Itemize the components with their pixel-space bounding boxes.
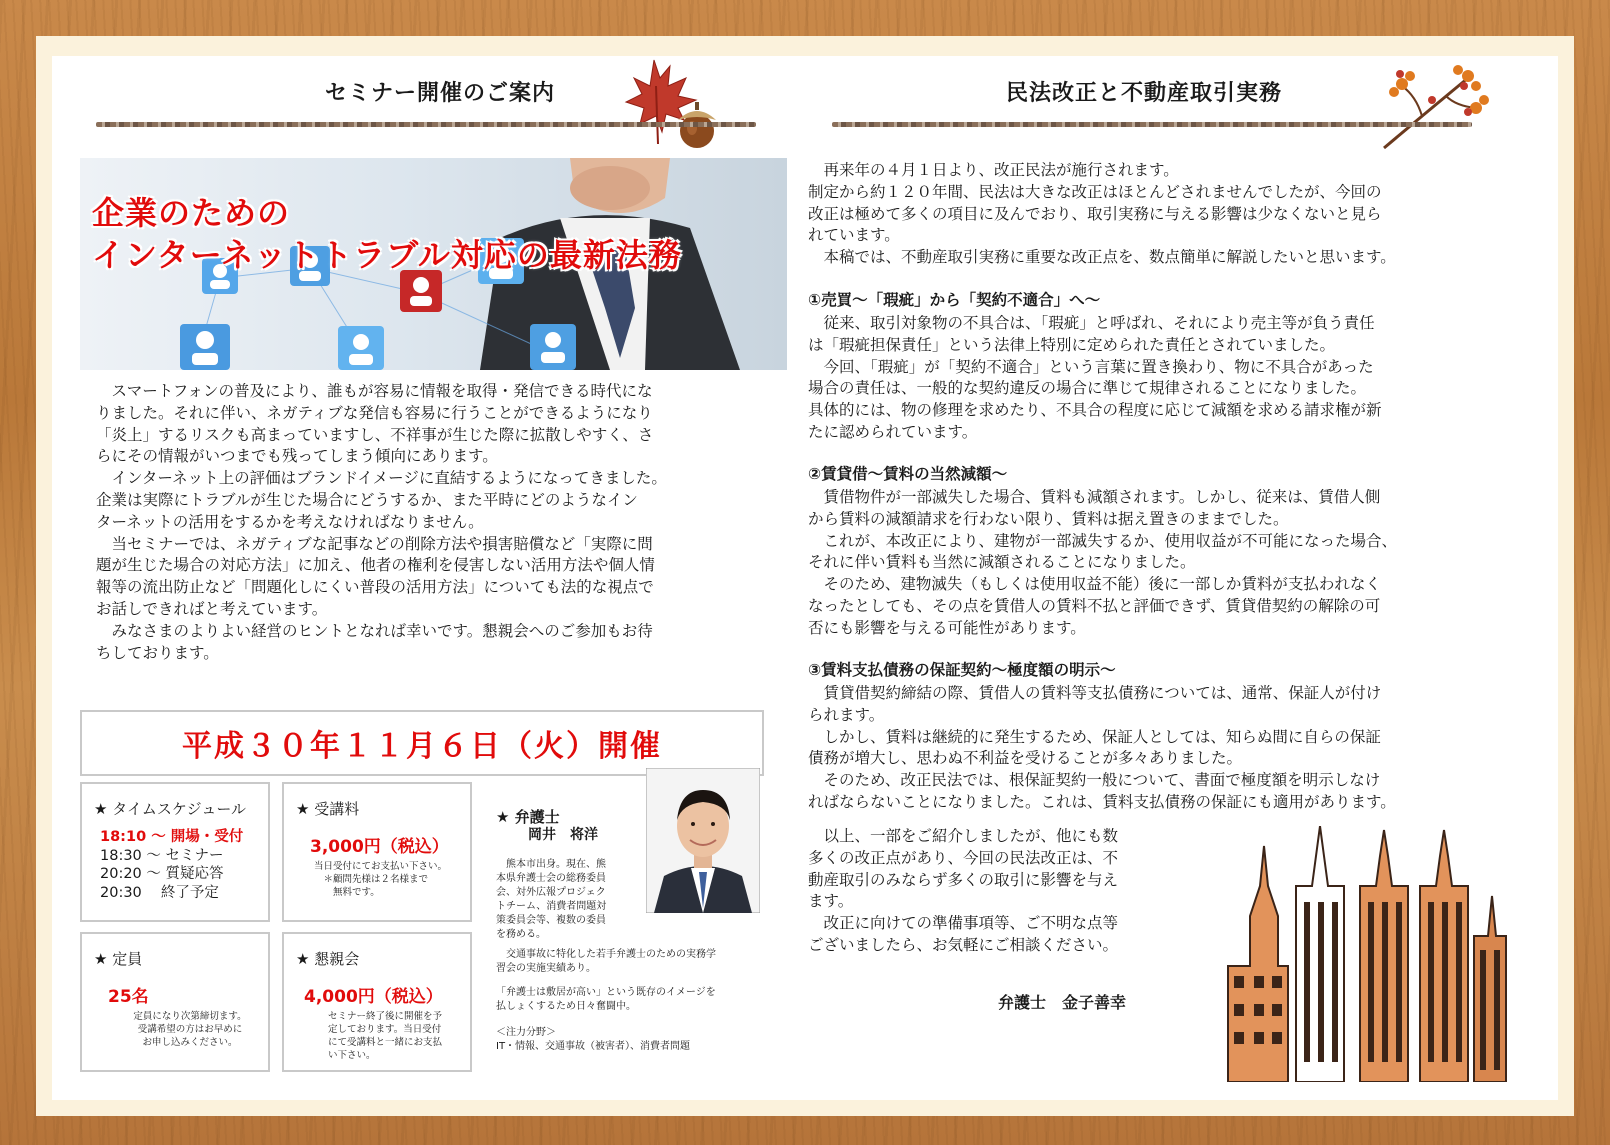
capacity-amount: 25名 xyxy=(108,987,149,1007)
left-header-rule xyxy=(96,122,756,127)
right-page-title: 民法改正と不動産取引実務 xyxy=(1005,81,1282,106)
section-heading-sale: ①売買～「瑕疵」から「契約不適合」へ～ xyxy=(808,291,1101,309)
capacity-title: ★ 定員 xyxy=(94,950,143,968)
hero-headline-2: インターネットトラブル対応の最新法務 xyxy=(92,236,682,274)
paper-frame xyxy=(36,36,1574,1116)
schedule-title: ★ タイムスケジュール xyxy=(94,800,247,818)
flyer-sheet xyxy=(52,56,1558,1100)
lawyer-focus-areas: ＜注力分野＞ IT・情報、交通事故（被害者）、消費者問題 xyxy=(496,1027,691,1052)
article-signature: 弁護士 金子善幸 xyxy=(998,993,1127,1012)
lawyer-name: 岡井 将洋 xyxy=(528,827,598,843)
seminar-date: 平成３０年１１月６日（火）開催 xyxy=(182,729,662,764)
article-closing-text: 以上、一部をご紹介しましたが、他にも数 多くの改正点があり、今回の民法改正は、不 動産取引のみならず多くの取引に影響を与え ます。 改正に向けての準備事項等、ご不明な点等 ございましたら、お気軽にご相談ください。 xyxy=(808,827,1119,954)
capacity-box xyxy=(80,932,270,1072)
section-heading-lease: ②賃貸借～賃料の当然減額～ xyxy=(808,465,1008,483)
schedule-item: 18:30 ～ セミナー xyxy=(100,847,224,864)
lawyer-title: ★ 弁護士 xyxy=(496,808,560,826)
schedule-item: 20:20 ～ 質疑応答 xyxy=(100,866,224,882)
seminar-intro-text: スマートフォンの普及により、誰もが容易に情報を取得・発信できる時代にな りました。それに伴い、ネガティブな発信も容易に行うことができるようになり 「炎上」するリスクも高まっていますし、不祥事が生じた際に拡散しやすく、さ らにその情報がいつまでも残ってしまう傾向にあります。 インターネット上の評価はブランドイメージに直結するようになってきました。 企業は実際にトラブルが生じた場合にどうするか、また平時にどのようなイン ターネットの活用をするかを考えなければなりません。 当セミナーでは、ネガティブな記事などの削除方法や損害賠償など「実際に問 題が生じた場合の対応方法」に加え、他者の権利を侵害しない活用方法や個人情 報等の流出防止など「問題化しにくい普段の活用方法」についても法的な視点で お話しできればと考えています。 みなさまのよりよい経営のヒントとなれば幸いです。懇親会へのご参加もお待 ちしております。 xyxy=(96,382,667,662)
party-note: セミナー終了後に開催を予 定しております。当日受付 にて受講料と一緒にお支払 い下さい。 xyxy=(328,1011,443,1061)
party-box xyxy=(282,932,472,1072)
lawyer-message: 「弁護士は敷居が高い」という既存のイメージを 払しょくするため日々奮闘中。 xyxy=(496,987,716,1012)
lawyer-experience: 交通事故に特化した若手弁護士のための実務学 習会の実施実績あり。 xyxy=(496,949,716,974)
capacity-note: 定員になり次第締切ます。 受講希望の方はお早めに お申し込みください。 xyxy=(133,1011,247,1048)
hero-headline-1: 企業のための xyxy=(92,194,291,232)
section-text-sale: 従来、取引対象物の不具合は、「瑕疵」と呼ばれ、それにより売主等が負う責任 は「瑕疵担保責任」という法律上特別に定められた責任とされていました。 今回、「瑕疵」が「契約不適合」という言葉に置き換わり、物に不具合があった 場合の責任は、一般的な契約違反の場合に準じて規律されることになりました。 具体的には、物の修理を求めたり、不具合の程度に応じて減額を求める請求権が新 たに認められています。 xyxy=(808,314,1382,441)
party-title: ★ 懇親会 xyxy=(296,950,360,968)
schedule-item: 20:30 終了予定 xyxy=(100,884,219,901)
section-text-guarantee: 賃貸借契約締結の際、賃借人の賃料等支払債務については、通常、保証人が付け られます。 しかし、賃料は継続的に発生するため、保証人としては、知らぬ間に自らの保証 債務が増大し、思わぬ不利益を受けることが多々ありました。 そのため、改正民法では、根保証契約一般について、書面で極度額を明示しなけ ればならないことになりました。これは、賃料支払債務の保証にも適用があります。 xyxy=(808,684,1396,811)
lawyer-photo xyxy=(646,768,760,913)
skyscrapers-illustration xyxy=(1220,826,1510,1082)
party-amount: 4,000円（税込） xyxy=(304,987,443,1007)
left-page-title: セミナー開催のご案内 xyxy=(324,81,555,106)
fee-note: 当日受付にてお支払い下さい。 ＊顧問先様は２名様まで 無料です。 xyxy=(314,861,448,898)
section-heading-guarantee: ③賃料支払債務の保証契約～極度額の明示～ xyxy=(808,661,1116,679)
fee-title: ★ 受講料 xyxy=(296,800,360,818)
schedule-item: 18:10 ～ 開場・受付 xyxy=(100,829,244,845)
lawyer-bio: 熊本市出身。現在、熊 本県弁護士会の総務委員 会、対外広報プロジェク トチーム、消費者問題対 策委員会等、複数の委員 を務める。 xyxy=(496,859,607,940)
seminar-hero-banner xyxy=(80,158,787,370)
right-header-rule xyxy=(832,122,1472,127)
autumn-branch-icon xyxy=(1372,56,1492,154)
seminar-date-box xyxy=(80,710,764,776)
fee-amount: 3,000円（税込） xyxy=(310,837,449,857)
schedule-box xyxy=(80,782,270,922)
schedule-list xyxy=(100,828,243,902)
section-text-lease: 賃借物件が一部滅失した場合、賃料も減額されます。しかし、従来は、賃借人側 から賃料の減額請求を行わない限り、賃料は据え置きのままでした。 これが、本改正により、建物が一部滅失するか、使用収益が不可能になった場合、 それに伴い賃料も当然に減額されることになりました。 そのため、建物滅失（もしくは使用収益不能）後に一部しか賃料が支払われなく なったとしても、その点を賃借人の賃料不払と評価できず、賃貸借契約の解除の可 否にも影響を与える可能性があります。 xyxy=(808,488,1398,637)
fee-box xyxy=(282,782,472,922)
article-intro-text: 再来年の４月１日より、改正民法が施行されます。 制定から約１２０年間、民法は大きな改正はほとんどされませんでしたが、今回の 改正は極めて多くの項目に及んでおり、取引実務に与える影響は少なくないと見ら れています。 本稿では、不動産取引実務に重要な改正点を、数点簡単に解説したいと思います。 xyxy=(808,161,1396,267)
